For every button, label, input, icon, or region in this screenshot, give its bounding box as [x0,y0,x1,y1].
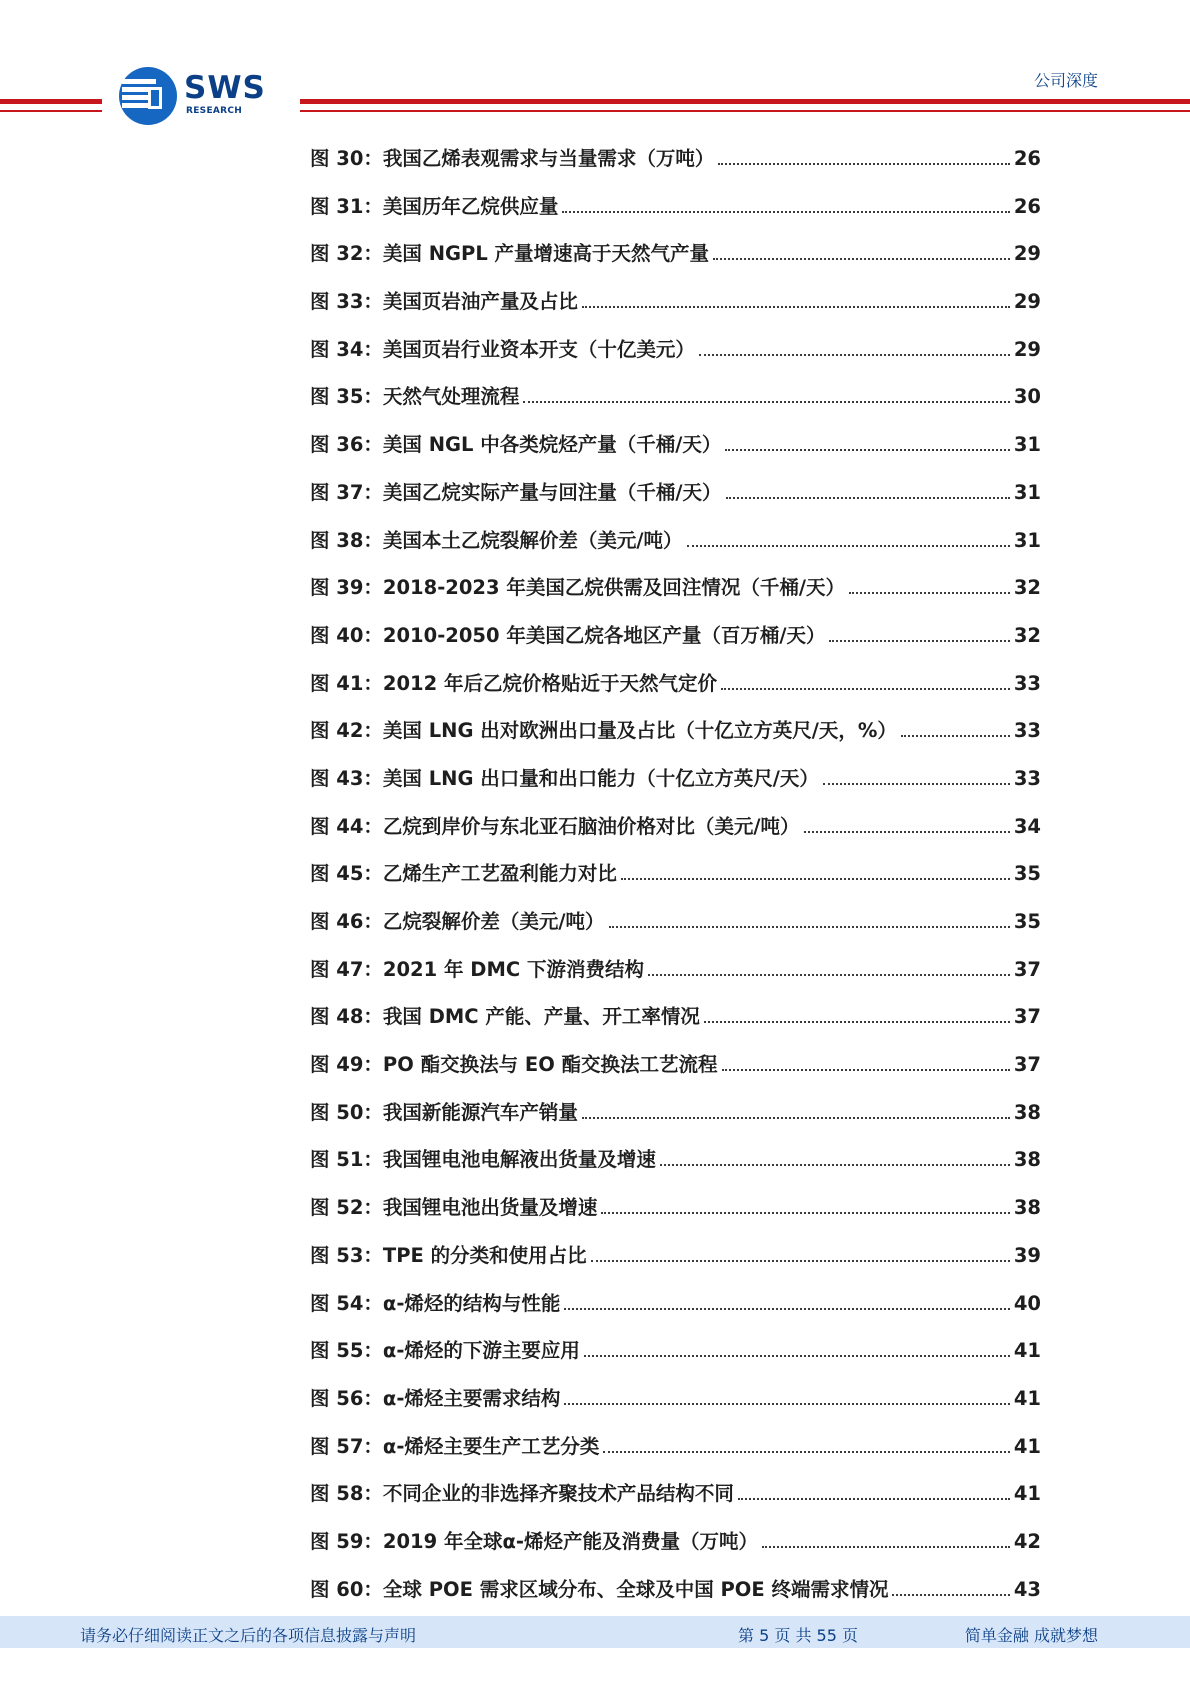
toc-entry[interactable] [310,1147,1041,1195]
toc-entry-page: 35 [1013,862,1041,886]
toc-entry-page: 34 [1013,814,1041,838]
toc-entry-page: 41 [1013,1386,1041,1410]
toc-entry-page: 41 [1013,1482,1041,1506]
toc-entry[interactable] [310,337,1041,385]
toc-dot-leader [601,1212,1009,1214]
toc-dot-leader [849,592,1010,594]
header-rule-left-thick [0,99,102,104]
toc-entry-page: 29 [1013,337,1041,361]
toc-dot-leader [582,306,1010,308]
toc-entry[interactable] [310,146,1041,194]
toc-entry-label: 图 39：2018-2023 年美国乙烷供需及回注情况（千桶/天） [310,576,845,600]
toc-entry[interactable] [310,1243,1041,1291]
toc-entry-page: 31 [1013,433,1041,457]
toc-entry-label: 图 51：我国锂电池电解液出货量及增速 [310,1148,656,1172]
toc-entry-page: 38 [1013,1100,1041,1124]
toc-entry-label: 图 50：我国新能源汽车产销量 [310,1100,578,1124]
toc-dot-leader [726,497,1010,499]
sws-logo [118,66,278,126]
toc-entry-label: 图 47：2021 年 DMC 下游消费结构 [310,957,644,981]
toc-entry[interactable] [310,909,1041,957]
toc-entry-page: 37 [1013,957,1041,981]
toc-entry-page: 33 [1013,719,1041,743]
toc-entry-page: 39 [1013,1243,1041,1267]
toc-dot-leader [660,1164,1010,1166]
toc-entry-label: 图 60：全球 POE 需求区域分布、全球及中国 POE 终端需求情况 [310,1577,889,1601]
toc-entry[interactable] [310,1052,1041,1100]
toc-entry-label: 图 32：美国 NGPL 产量增速高于天然气产量 [310,242,710,266]
header-rule-left-thin [0,110,102,112]
toc-entry-label: 图 54：α-烯烃的结构与性能 [310,1291,561,1315]
toc-entry[interactable] [310,814,1041,862]
toc-dot-leader [699,354,1010,356]
toc-dot-leader [901,735,1010,737]
footer-page-number: 第 5 页 共 55 页 [738,1626,858,1645]
toc-dot-leader [725,449,1009,451]
footer-bar [0,1616,1190,1648]
toc-dot-leader [609,926,1010,928]
toc-entry-page: 42 [1013,1529,1041,1553]
logo-subtext: RESEARCH [186,106,243,116]
toc-entry-page: 31 [1013,480,1041,504]
toc-entry-page: 29 [1013,290,1041,314]
toc-entry-label: 图 30：我国乙烯表观需求与当量需求（万吨） [310,147,715,170]
toc-dot-leader [738,1498,1010,1500]
footer-slogan: 简单金融 成就梦想 [964,1626,1098,1645]
toc-entry-label: 图 57：α-烯烃主要生产工艺分类 [310,1434,600,1458]
toc-entry-label: 图 55：α-烯烃的下游主要应用 [310,1339,580,1363]
toc-entry[interactable] [310,575,1041,623]
toc-entry[interactable] [310,432,1041,480]
toc-entry[interactable] [310,241,1041,289]
toc-entry[interactable] [310,289,1041,337]
toc-entry-label: 图 37：美国乙烷实际产量与回注量（千桶/天） [310,480,722,504]
toc-dot-leader [762,1546,1010,1548]
toc-entry-page: 41 [1013,1434,1041,1458]
toc-entry[interactable] [310,623,1041,671]
toc-entry-label: 图 59：2019 年全球α-烯烃产能及消费量（万吨） [310,1529,758,1553]
toc-dot-leader [591,1260,1010,1262]
toc-entry[interactable] [310,1100,1041,1148]
toc-dot-leader [804,831,1010,833]
toc-entry-page: 26 [1013,194,1041,218]
toc-entry[interactable] [310,766,1041,814]
toc-entry-page: 35 [1013,910,1041,933]
toc-entry-page: 31 [1013,528,1041,552]
figure-list [310,146,1041,1624]
toc-dot-leader [892,1594,1009,1596]
toc-entry-page: 29 [1013,242,1041,266]
toc-entry-page: 37 [1013,1053,1041,1077]
logo-text: SWS [184,70,266,106]
toc-entry[interactable] [310,194,1041,242]
toc-entry-label: 图 52：我国锂电池出货量及增速 [310,1196,598,1220]
footer-disclaimer: 请务必仔细阅读正文之后的各项信息披露与声明 [80,1626,417,1645]
toc-dot-leader [582,1117,1010,1119]
toc-dot-leader [621,878,1010,880]
toc-entry[interactable] [310,384,1041,432]
toc-dot-leader [721,688,1010,690]
toc-dot-leader [713,258,1010,260]
toc-entry[interactable] [310,1481,1041,1529]
toc-dot-leader [562,211,1009,213]
toc-entry-page: 38 [1013,1148,1041,1172]
toc-entry-label: 图 49：PO 酯交换法与 EO 酯交换法工艺流程 [310,1053,718,1077]
toc-dot-leader [718,163,1009,165]
toc-entry-label: 图 58：不同企业的非选择齐聚技术产品结构不同 [310,1482,734,1506]
toc-entry[interactable] [310,1386,1041,1434]
toc-entry-page: 40 [1013,1291,1041,1315]
toc-entry-label: 图 33：美国页岩油产量及占比 [310,290,578,314]
toc-entry[interactable] [310,671,1041,719]
toc-dot-leader [829,640,1009,642]
toc-dot-leader [584,1355,1010,1357]
toc-entry[interactable] [310,528,1041,576]
toc-entry-label: 图 31：美国历年乙烷供应量 [310,194,559,218]
toc-entry-page: 33 [1013,671,1041,695]
toc-dot-leader [823,783,1010,785]
toc-dot-leader [704,1021,1010,1023]
toc-entry-page: 38 [1013,1196,1041,1220]
toc-entry[interactable] [310,480,1041,528]
toc-entry-label: 图 38：美国本土乙烷裂解价差（美元/吨） [310,528,683,552]
toc-entry[interactable] [310,957,1041,1005]
toc-entry-page: 43 [1013,1577,1041,1601]
toc-entry[interactable] [310,1291,1041,1339]
toc-dot-leader [564,1308,1009,1310]
toc-entry[interactable] [310,1004,1041,1052]
toc-entry-label: 图 42：美国 LNG 出对欧洲出口量及占比（十亿立方英尺/天，%） [310,719,897,743]
toc-entry-page: 26 [1013,147,1041,170]
toc-entry-label: 图 53：TPE 的分类和使用占比 [310,1243,587,1267]
report-type-label: 公司深度 [1033,71,1098,90]
toc-entry-label: 图 48：我国 DMC 产能、产量、开工率情况 [310,1005,700,1029]
toc-entry-page: 32 [1013,576,1041,600]
toc-entry[interactable] [310,1434,1041,1482]
toc-entry-page: 37 [1013,1005,1041,1029]
toc-entry[interactable] [310,1195,1041,1243]
toc-entry-label: 图 40：2010-2050 年美国乙烷各地区产量（百万桶/天） [310,623,826,647]
toc-entry[interactable] [310,1529,1041,1577]
toc-entry-page: 33 [1013,766,1041,790]
toc-dot-leader [523,401,1009,403]
toc-entry[interactable] [310,718,1041,766]
toc-entry-label: 图 34：美国页岩行业资本开支（十亿美元） [310,337,695,361]
toc-dot-leader [603,1451,1009,1453]
toc-dot-leader [648,974,1010,976]
toc-entry[interactable] [310,1338,1041,1386]
toc-entry-label: 图 45：乙烯生产工艺盈利能力对比 [310,862,617,886]
toc-entry[interactable] [310,861,1041,909]
toc-entry-page: 41 [1013,1339,1041,1363]
toc-dot-leader [687,545,1010,547]
toc-entry-label: 图 43：美国 LNG 出口量和出口能力（十亿立方英尺/天） [310,766,819,790]
header-rule-right-thin [300,110,1190,112]
toc-entry-label: 图 36：美国 NGL 中各类烷烃产量（千桶/天） [310,433,722,457]
toc-entry-label: 图 41：2012 年后乙烷价格贴近于天然气定价 [310,671,717,695]
toc-dot-leader [564,1403,1009,1405]
toc-dot-leader [722,1069,1010,1071]
toc-entry-page: 30 [1013,385,1041,409]
toc-entry-page: 32 [1013,623,1041,647]
toc-entry-label: 图 46：乙烷裂解价差（美元/吨） [310,910,605,933]
header-rule-right-thick [300,99,1190,104]
toc-entry-label: 图 44：乙烷到岸价与东北亚石脑油价格对比（美元/吨） [310,814,800,838]
sws-logo-icon [118,66,178,126]
toc-entry-label: 图 35：天然气处理流程 [310,385,520,409]
toc-entry-label: 图 56：α-烯烃主要需求结构 [310,1386,561,1410]
